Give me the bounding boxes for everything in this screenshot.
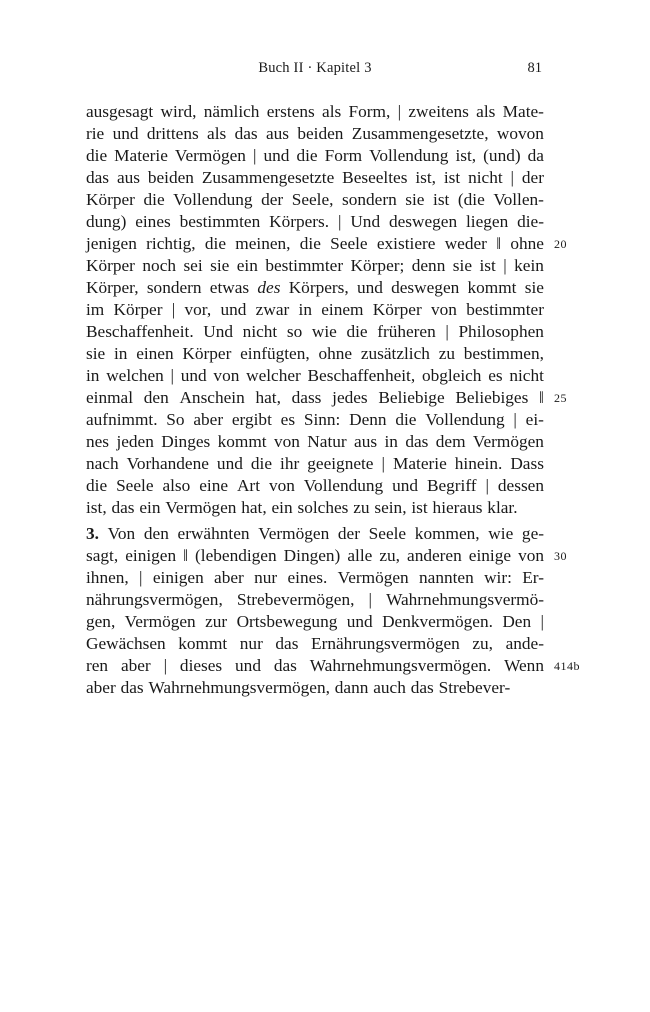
word: nes [86, 432, 110, 451]
word: deswegen [388, 212, 458, 231]
text-line [86, 233, 567, 255]
word: Seele [330, 234, 368, 253]
word: Beseeltes [342, 168, 408, 187]
word: aber [120, 656, 151, 675]
word: das [120, 678, 144, 697]
word: ergibt [231, 410, 272, 429]
word: zweitens [408, 102, 469, 121]
word: Und [350, 212, 381, 231]
word: sondern [146, 278, 202, 297]
word: | [337, 212, 342, 231]
word: Vermögen [472, 432, 544, 451]
word: nämlich [203, 102, 260, 121]
word: beiden [147, 168, 194, 187]
word: und [263, 146, 290, 165]
word: Körper; [350, 256, 405, 275]
word: kommt [217, 432, 267, 451]
text-line [86, 431, 544, 453]
running-head: Buch II · Kapitel 3 [258, 60, 372, 76]
word: weder [444, 234, 487, 253]
word: Beliebiges [455, 388, 529, 407]
word: Anschein [179, 388, 245, 407]
word: im [86, 300, 105, 319]
word: und [180, 366, 207, 385]
text-line [86, 255, 544, 277]
text-line [86, 611, 544, 633]
word: wovon [496, 124, 544, 143]
word: und [392, 476, 419, 495]
text-line [86, 677, 544, 699]
word: ei- [525, 410, 544, 429]
word: sie [524, 278, 544, 297]
text-line [86, 123, 544, 145]
text-line [86, 453, 544, 475]
word: | [381, 454, 385, 473]
word: nicht [509, 366, 544, 385]
word: solches [297, 498, 349, 517]
word: Denkvermögen. [382, 612, 493, 631]
word: kein [514, 256, 544, 275]
word: Wenn [504, 656, 544, 675]
word: rie [86, 124, 105, 143]
word: sagt, [86, 546, 119, 565]
word: denn [411, 256, 446, 275]
word: einigen [152, 568, 204, 587]
word: früheren [377, 322, 436, 341]
word: sondern [342, 190, 397, 209]
word: Vollendung [173, 190, 253, 209]
word: (lebendigen [195, 546, 277, 565]
word: Ernährungsvermögen [311, 634, 460, 653]
word: als [322, 102, 342, 121]
word: beiden [297, 124, 344, 143]
word: von [268, 476, 295, 495]
word: Gewächsen [86, 634, 166, 653]
word: das [273, 656, 297, 675]
word: die [346, 322, 368, 341]
word: von [213, 366, 240, 385]
word: aber [86, 678, 116, 697]
word: Materie [393, 454, 447, 473]
word: das [111, 498, 135, 517]
word: erstens [266, 102, 315, 121]
text-line [86, 343, 544, 365]
word: dem [435, 432, 466, 451]
word: Mate- [502, 102, 544, 121]
word: nannten [419, 568, 474, 587]
word: ein [236, 256, 258, 275]
word: ist, [86, 498, 107, 517]
word: von [273, 432, 300, 451]
word: so [286, 322, 303, 341]
word: die [250, 454, 272, 473]
text-line [86, 299, 544, 321]
word: ist [443, 168, 461, 187]
text-line [86, 321, 544, 343]
word: zu [438, 344, 455, 363]
word: (und) [483, 146, 521, 165]
word: gen, [86, 612, 116, 631]
word: Materie [114, 146, 168, 165]
word: dass [291, 388, 322, 407]
word: ist [433, 190, 450, 209]
word: hieraus [432, 498, 483, 517]
word: dessen [497, 476, 544, 495]
word: ge- [521, 524, 544, 543]
word: Wahrnehmungsvermö- [386, 590, 544, 609]
word: geeignete [307, 454, 374, 473]
word: Körper [86, 190, 135, 209]
text-line [86, 567, 544, 589]
text-line [86, 167, 544, 189]
word: und [235, 656, 261, 675]
word: hinein. [454, 454, 503, 473]
word: ohne [510, 234, 544, 253]
word: Begriff [426, 476, 477, 495]
word: aus [116, 168, 140, 187]
section-number: 3. [86, 524, 99, 543]
word: nicht [468, 168, 503, 187]
word: | [445, 322, 449, 341]
text-line [86, 633, 544, 655]
word: alle [347, 546, 373, 565]
text-line [86, 545, 567, 567]
word: in [86, 366, 100, 385]
word: ausgesagt [86, 102, 154, 121]
word: zu, [379, 546, 400, 565]
word: die [86, 476, 108, 495]
word: Natur [307, 432, 347, 451]
word: noch [142, 256, 176, 275]
word: Zusammengesetzte [201, 168, 335, 187]
word: Körper [182, 344, 232, 363]
body-paragraph-1 [86, 101, 567, 519]
word: | [171, 300, 176, 319]
word: Den [502, 612, 532, 631]
word: also [162, 476, 191, 495]
word: die [143, 190, 165, 209]
word: und [346, 612, 373, 631]
word: und [356, 278, 383, 297]
word: die [204, 234, 226, 253]
word: wie [311, 322, 337, 341]
word: bestimmten [179, 212, 261, 231]
word: | [139, 568, 143, 587]
word: kommt [467, 278, 517, 297]
word: das [86, 168, 110, 187]
word: aufnimmt. [86, 410, 158, 429]
text-line [86, 655, 580, 677]
word: Form [324, 146, 363, 165]
word: hat, [241, 498, 267, 517]
word: wie [488, 524, 514, 543]
word: und [112, 124, 139, 143]
word: ihnen, [86, 568, 129, 587]
word: | [170, 366, 174, 385]
word: in [384, 432, 398, 451]
word: auch [373, 678, 406, 697]
word: welchen [106, 366, 164, 385]
word: Vermögen [258, 524, 330, 543]
word: bestimmter [265, 256, 344, 275]
word: nährungsvermögen, [86, 590, 223, 609]
word: wir: [484, 568, 512, 587]
word: drittens [146, 124, 199, 143]
text-line [86, 497, 544, 519]
word: als [476, 102, 496, 121]
word: einigen [125, 546, 177, 565]
word: Art [236, 476, 260, 495]
word: einem [321, 300, 364, 319]
word: in [298, 300, 312, 319]
word: Körper [86, 256, 135, 275]
word: ren [86, 656, 109, 675]
word: anderen [407, 546, 462, 565]
word: dann [334, 678, 369, 697]
word: es [280, 410, 296, 429]
word: der [337, 524, 360, 543]
word: existiere [376, 234, 436, 253]
word: Beschaffenheit, [307, 366, 416, 385]
word: hat, [255, 388, 281, 407]
text-line [86, 523, 544, 545]
word: erwähnten [177, 524, 250, 543]
word: nicht [242, 322, 278, 341]
word: nur [239, 634, 263, 653]
word: Strebever- [438, 678, 511, 697]
word: ohne [318, 344, 353, 363]
word: sei [183, 256, 203, 275]
word: die [299, 234, 321, 253]
word: Körpers. [269, 212, 330, 231]
word: ein [139, 498, 161, 517]
text-line [86, 101, 544, 123]
word: den [143, 524, 169, 543]
word: kommen, [414, 524, 480, 543]
word: das [234, 124, 258, 143]
word: | [485, 476, 489, 495]
word: ‖ [183, 546, 188, 565]
word: zu, [472, 634, 494, 653]
word: als [207, 124, 227, 143]
word: einige [468, 546, 512, 565]
word: einmal [86, 388, 134, 407]
word: das [405, 432, 429, 451]
word: ist, [415, 168, 436, 187]
word: da [527, 146, 544, 165]
word: sie [86, 344, 106, 363]
text-line [86, 145, 544, 167]
word: ‖ [539, 388, 544, 407]
word: die [395, 410, 417, 429]
word: | [368, 590, 372, 609]
word: Form, [348, 102, 391, 121]
word: Dinges [161, 432, 211, 451]
word: aus [354, 432, 378, 451]
word: und [220, 300, 247, 319]
word: die [86, 146, 108, 165]
word: der [521, 168, 544, 187]
word: Vorhandene [126, 454, 209, 473]
word: sie [210, 256, 230, 275]
word: die [296, 146, 318, 165]
word: welcher [246, 366, 301, 385]
word: | [510, 168, 515, 187]
word: Seele [368, 524, 407, 543]
word: jenigen [86, 234, 137, 253]
word: zu [353, 498, 370, 517]
word: Und [203, 322, 234, 341]
text-line [86, 277, 544, 299]
word: kommt [178, 634, 228, 653]
word: ist, [455, 146, 477, 165]
word: es [488, 366, 503, 385]
word: Vollendung [369, 146, 449, 165]
word: von [431, 300, 457, 319]
word: nach [86, 454, 119, 473]
word: ein [271, 498, 293, 517]
word: Wahrnehmungsvermögen, [148, 678, 330, 697]
word: liegen [465, 212, 509, 231]
word: einfügten, [240, 344, 310, 363]
word: von [518, 546, 544, 565]
word: Beschaffenheit. [86, 322, 194, 341]
word: aber [214, 568, 244, 587]
word: Ortsbewegung [236, 612, 338, 631]
word: | [397, 102, 402, 121]
word: richtig, [146, 234, 196, 253]
word: sie [452, 256, 472, 275]
body-paragraph-2 [86, 523, 580, 699]
word: ist [479, 256, 496, 275]
text-line [86, 475, 544, 497]
word: zur [205, 612, 228, 631]
word: eine [199, 476, 229, 495]
word: Von [107, 524, 136, 543]
word: bestimmter [466, 300, 544, 319]
margin-line-number: 25 [554, 391, 567, 405]
word: | [163, 656, 168, 675]
word: Beliebige [378, 388, 445, 407]
word: einen [136, 344, 174, 363]
word: zwar [255, 300, 290, 319]
word: Vermögen [165, 498, 237, 517]
word: ist [411, 498, 428, 517]
word: Vermögen [174, 146, 246, 165]
word: bestimmen, [463, 344, 544, 363]
word: Körper [113, 300, 163, 319]
word: Vollen- [493, 190, 544, 209]
word: Strebevermögen, [236, 590, 355, 609]
word: eines. [287, 568, 328, 587]
word: Körpers, [288, 278, 349, 297]
word: Zusammengesetzte, [351, 124, 489, 143]
word: | [540, 612, 544, 631]
word: sein, [374, 498, 407, 517]
text-line [86, 589, 544, 611]
word: ihr [280, 454, 300, 473]
word: Er- [522, 568, 544, 587]
word: ande- [505, 634, 544, 653]
text-line [86, 189, 544, 211]
word: Denn [349, 410, 387, 429]
word: klar. [487, 498, 518, 517]
word: die- [517, 212, 544, 231]
word: deswegen [391, 278, 460, 297]
word: dung) [86, 212, 127, 231]
word: aber [193, 410, 224, 429]
word: in [113, 344, 128, 363]
margin-line-number: 20 [554, 237, 567, 251]
word: eines [135, 212, 171, 231]
word: jedes [332, 388, 368, 407]
word: Philosophen [458, 322, 544, 341]
word: Körper, [86, 278, 139, 297]
word: Vermögen [337, 568, 409, 587]
word: Wahrnehmungsvermögen. [309, 656, 492, 675]
word: des [257, 278, 281, 297]
page-number: 81 [527, 60, 542, 76]
word: Sinn: [303, 410, 341, 429]
word: das [410, 678, 434, 697]
word: jeden [116, 432, 154, 451]
word: das [275, 634, 299, 653]
word: | [513, 410, 517, 429]
word: So [166, 410, 185, 429]
word: wird, [160, 102, 197, 121]
word: Seele [116, 476, 154, 495]
word: | [503, 256, 507, 275]
margin-line-number: 414b [554, 659, 580, 673]
word: meinen, [235, 234, 291, 253]
margin-line-number: 30 [554, 549, 567, 563]
word: der [261, 190, 284, 209]
word: Körper [372, 300, 422, 319]
word: obgleich [421, 366, 482, 385]
text-line [86, 211, 544, 233]
word: zusätzlich [360, 344, 430, 363]
word: Vollendung [425, 410, 505, 429]
page-header [86, 60, 544, 82]
word: Seele, [291, 190, 334, 209]
text-line [86, 387, 567, 409]
text-line [86, 365, 544, 387]
word: etwas [209, 278, 250, 297]
text-line [86, 409, 544, 431]
word: vor, [184, 300, 212, 319]
word: aus [265, 124, 290, 143]
word: und [216, 454, 243, 473]
word: sie [405, 190, 425, 209]
word: den [143, 388, 169, 407]
word: nur [254, 568, 278, 587]
word: Dingen) [283, 546, 341, 565]
word: (die [457, 190, 485, 209]
word: | [252, 146, 257, 165]
word: Vollendung [303, 476, 384, 495]
word: Vermögen [124, 612, 196, 631]
word: ‖ [496, 234, 502, 253]
word: dieses [179, 656, 223, 675]
word: Dass [510, 454, 544, 473]
